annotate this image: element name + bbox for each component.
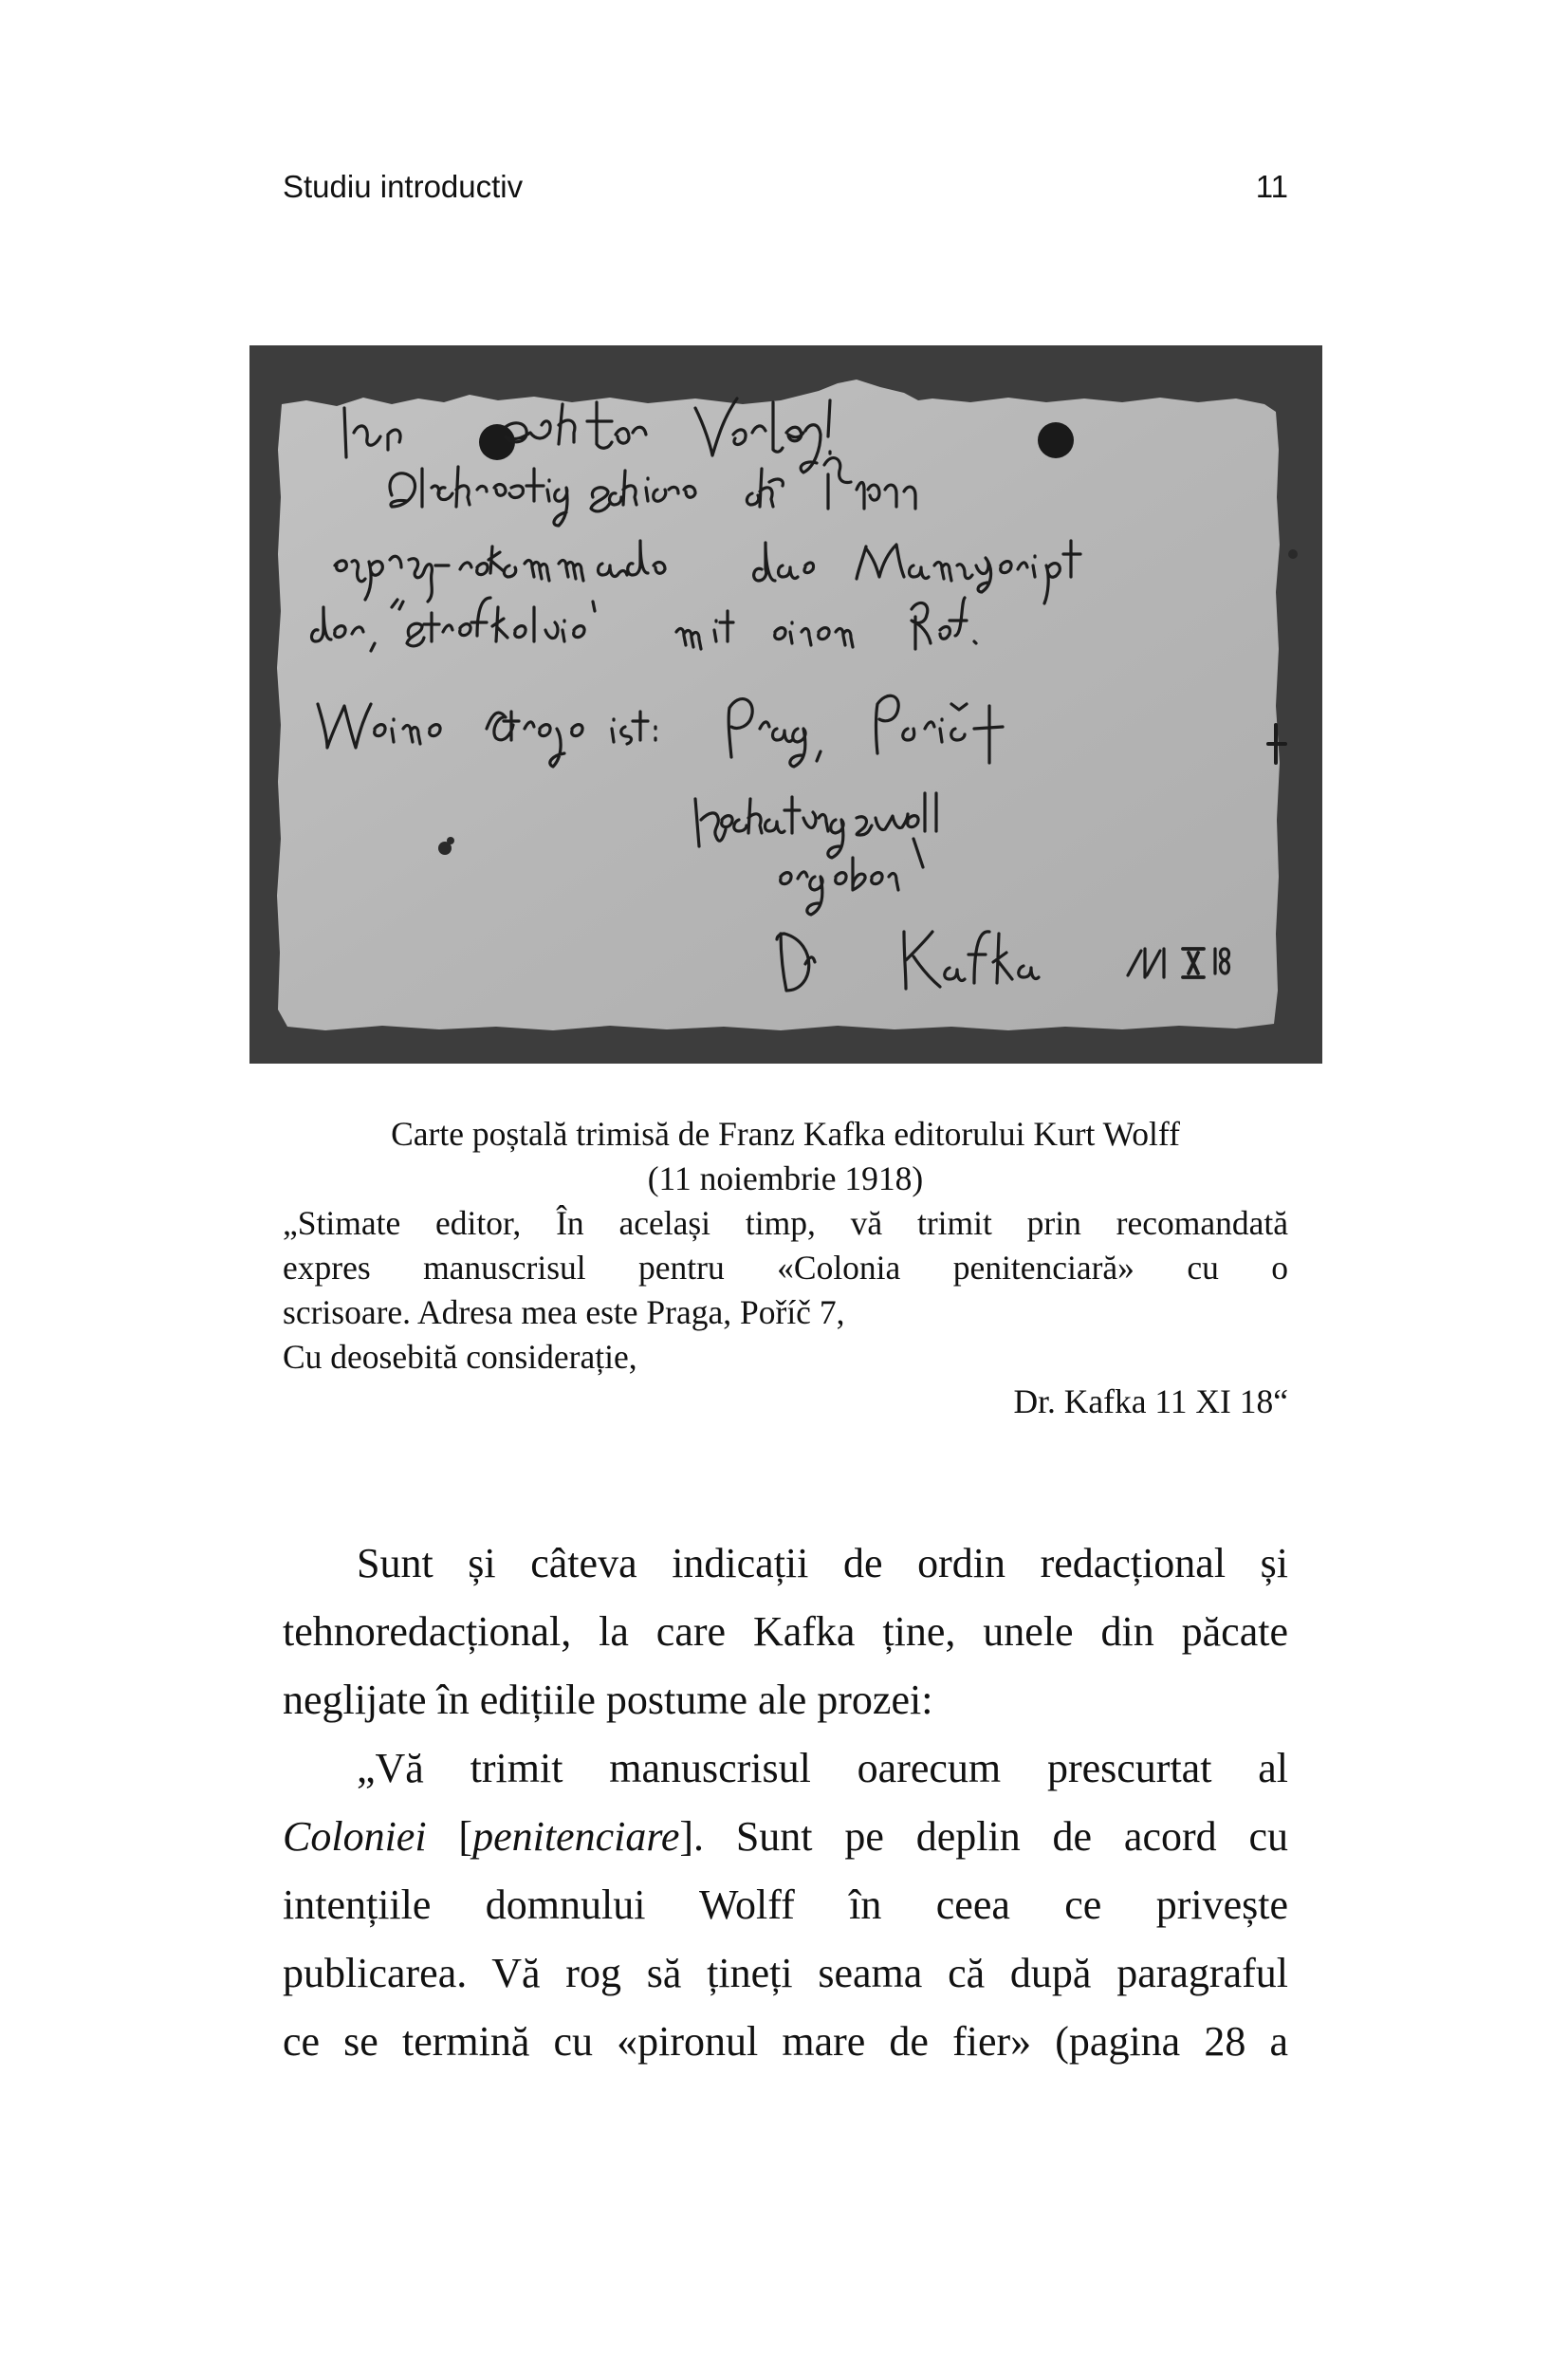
punch-hole-left	[479, 424, 515, 460]
paragraph-line: Coloniei [penitenciare]. Sunt pe deplin de acord cu	[283, 1813, 1289, 1860]
handwritten-postcard-photo	[249, 345, 1322, 1064]
caption-signature: Dr. Kafka 11 XI 18“	[1013, 1382, 1288, 1420]
paragraph-line: „Vă trimit manuscrisul oarecum prescurtat al	[357, 1745, 1288, 1791]
caption-translation-line: scrisoare. Adresa mea este Praga, Poříč 7,	[283, 1293, 845, 1331]
paragraph-line: Sunt și câteva indicații de ordin redacțional și	[357, 1540, 1288, 1586]
caption-translation-line: „Stimate editor, În același timp, vă trimit prin recomandată	[283, 1204, 1288, 1242]
italic-title: Coloniei	[283, 1813, 427, 1860]
caption-title: Carte poștală trimisă de Franz Kafka editorului Kurt Wolff	[391, 1115, 1180, 1153]
paragraph-line: intențiile domnului Wolff în ceea ce privește	[283, 1881, 1288, 1928]
page-number: 11	[1255, 169, 1288, 204]
body-text	[283, 1529, 1288, 2076]
caption-date: (11 noiembrie 1918)	[647, 1159, 924, 1197]
paragraph-line: neglijate în edițiile postume ale prozei:	[283, 1677, 933, 1723]
paragraph-line: publicarea. Vă rog să țineți seama că după paragraful	[283, 1950, 1288, 1996]
caption-translation-line: expres manuscrisul pentru «Colonia penitenciară» cu o	[283, 1249, 1288, 1287]
caption-translation-line: Cu deosebită considerație,	[283, 1338, 637, 1376]
running-header	[283, 169, 1288, 226]
figure-caption	[283, 1112, 1288, 1424]
paragraph-line: tehnoredacțional, la care Kafka ține, unele din păcate	[283, 1608, 1288, 1655]
italic-title: penitenciare	[472, 1813, 680, 1860]
punch-hole-right	[1038, 422, 1074, 458]
postcard-photo	[249, 345, 1322, 1064]
postcard-card	[277, 380, 1280, 1030]
paragraph-line: ce se termină cu «pironul mare de fier» (pagina 28 a	[283, 2018, 1288, 2065]
section-title: Studiu introductiv	[283, 169, 524, 204]
